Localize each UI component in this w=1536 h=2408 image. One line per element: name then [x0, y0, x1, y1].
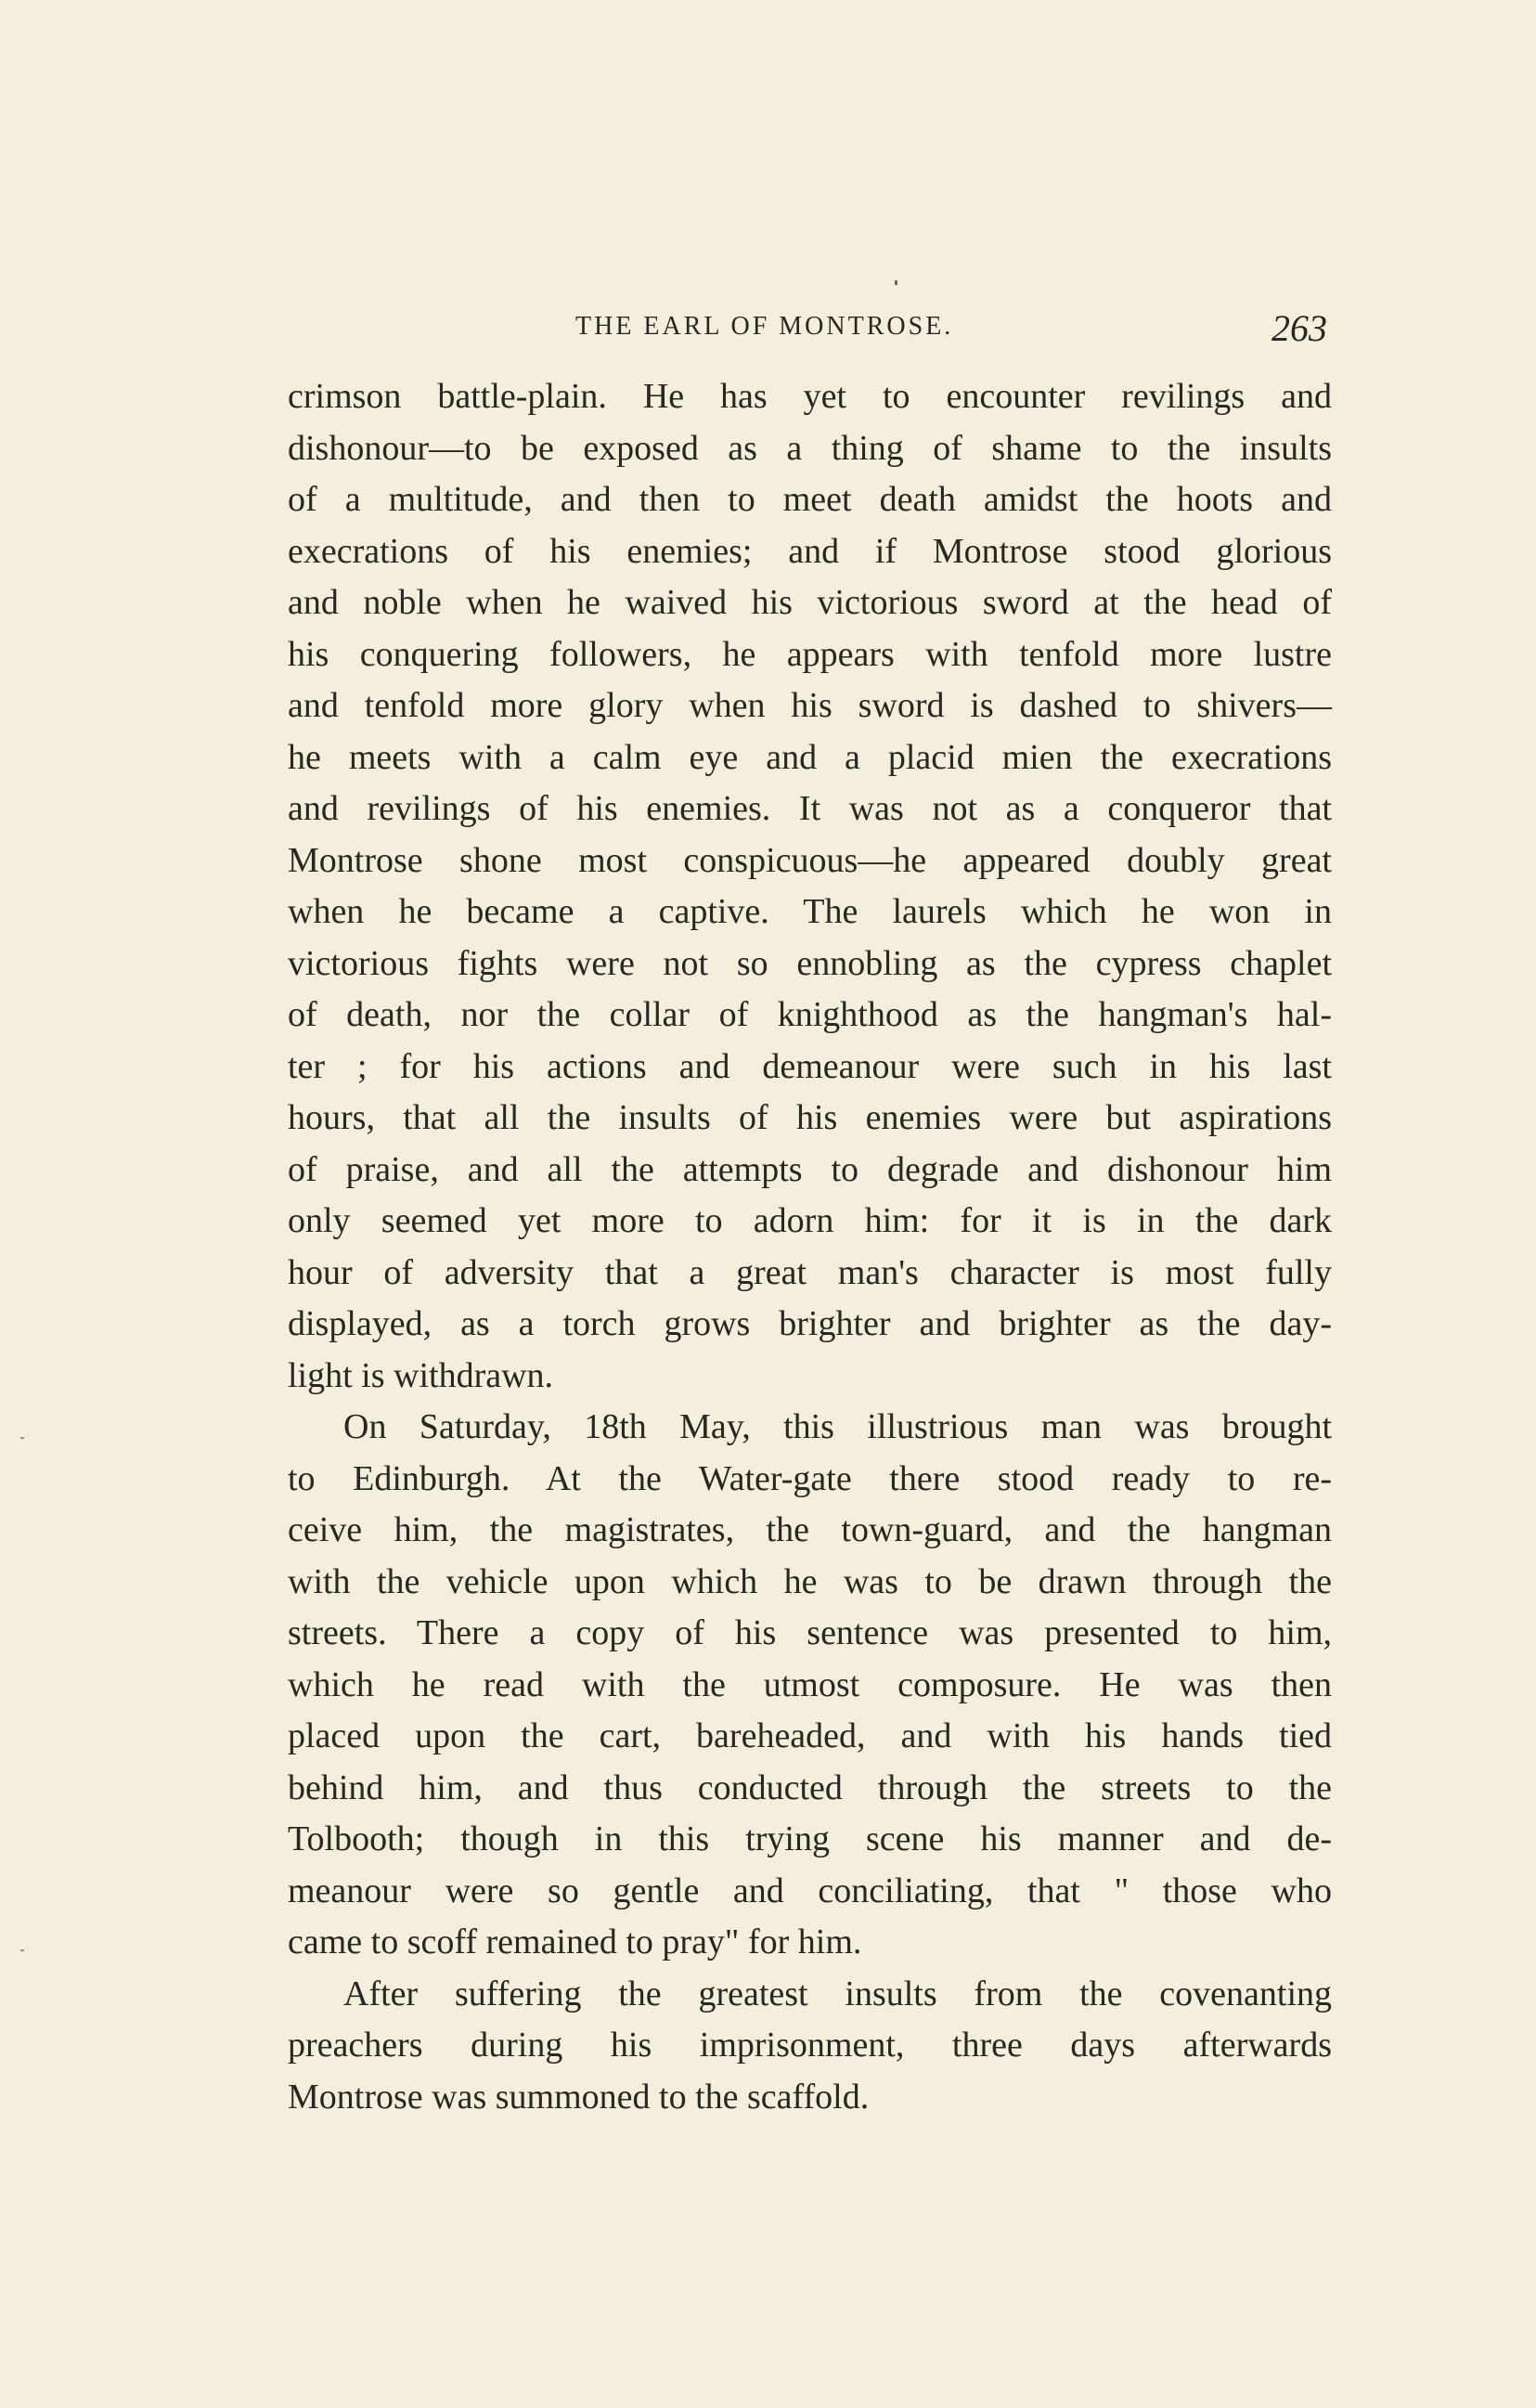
paragraph-end-line: Montrose was summoned to the scaffold. [288, 2077, 870, 2117]
text-line: behind him, and thus conducted through the streets to the [288, 1767, 1332, 1807]
text-line: of death, nor the collar of knighthood as the hangman's hal- [288, 995, 1332, 1034]
text-line: victorious fights were not so ennobling as the cypress chaplet [288, 943, 1332, 983]
text-line: to Edinburgh. At the Water-gate there stood ready to re- [288, 1458, 1332, 1498]
text-line: ter ; for his actions and demeanour were such in his last [288, 1046, 1332, 1086]
text-line: Montrose shone most conspicuous—he appeared doubly great [288, 840, 1332, 880]
paragraph-end-line: came to scoff remained to pray" for him. [288, 1923, 862, 1961]
text-line: placed upon the cart, bareheaded, and with his hands tied [288, 1716, 1332, 1755]
text-line: of a multitude, and then to meet death amidst the hoots and [288, 480, 1332, 519]
text-line: hours, that all the insults of his enemies were but aspirations [288, 1098, 1332, 1137]
text-line: hour of adversity that a great man's character is most fully [288, 1252, 1332, 1292]
text-line: he meets with a calm eye and a placid mien the execrations [288, 737, 1332, 777]
paragraph-end-line: light is withdrawn. [288, 1355, 554, 1395]
gutter-tick-mark [20, 1949, 24, 1951]
text-line: ceive him, the magistrates, the town-guard, and the hangman [288, 1510, 1332, 1549]
text-line: Tolbooth; though in this trying scene his manner and de- [288, 1819, 1332, 1858]
text-line: preachers during his imprisonment, three days afterwards [288, 2026, 1332, 2065]
body-text [288, 371, 1332, 2123]
gutter-tick-mark [20, 1437, 24, 1439]
page-number: 263 [1271, 307, 1327, 349]
text-line: and tenfold more glory when his sword is dashed to shivers— [288, 686, 1332, 725]
text-line: execrations of his enemies; and if Montrose stood glorious [288, 531, 1332, 571]
text-line: crimson battle-plain. He has yet to encounter revilings and [288, 377, 1332, 416]
text-line: only seemed yet more to adorn him: for it is in the dark [288, 1201, 1332, 1240]
text-line: and revilings of his enemies. It was not as a conqueror that [288, 789, 1332, 828]
text-line: and noble when he waived his victorious sword at the head of [288, 583, 1332, 622]
text-line: which he read with the utmost composure. He was then [288, 1664, 1332, 1704]
text-line: with the vehicle upon which he was to be drawn through the [288, 1561, 1332, 1601]
text-line: displayed, as a torch grows brighter and brighter as the day- [288, 1304, 1332, 1343]
text-line: streets. There a copy of his sentence was presented to him, [288, 1613, 1332, 1652]
print-dot [895, 280, 897, 285]
running-head [288, 306, 1327, 353]
running-title: THE EARL OF MONTROSE. [575, 312, 954, 341]
text-line: dishonour—to be exposed as a thing of shame to the insults [288, 428, 1332, 468]
paragraph-start-line: After suffering the greatest insults from the covenanting [343, 1974, 1332, 2013]
paragraph-start-line: On Saturday, 18th May, this illustrious man was brought [343, 1407, 1332, 1446]
text-line: of praise, and all the attempts to degrade and dishonour him [288, 1149, 1332, 1189]
text-line: meanour were so gentle and conciliating, that " those who [288, 1871, 1332, 1910]
text-line: his conquering followers, he appears with tenfold more lustre [288, 634, 1332, 674]
text-line: when he became a captive. The laurels which he won in [288, 892, 1332, 931]
